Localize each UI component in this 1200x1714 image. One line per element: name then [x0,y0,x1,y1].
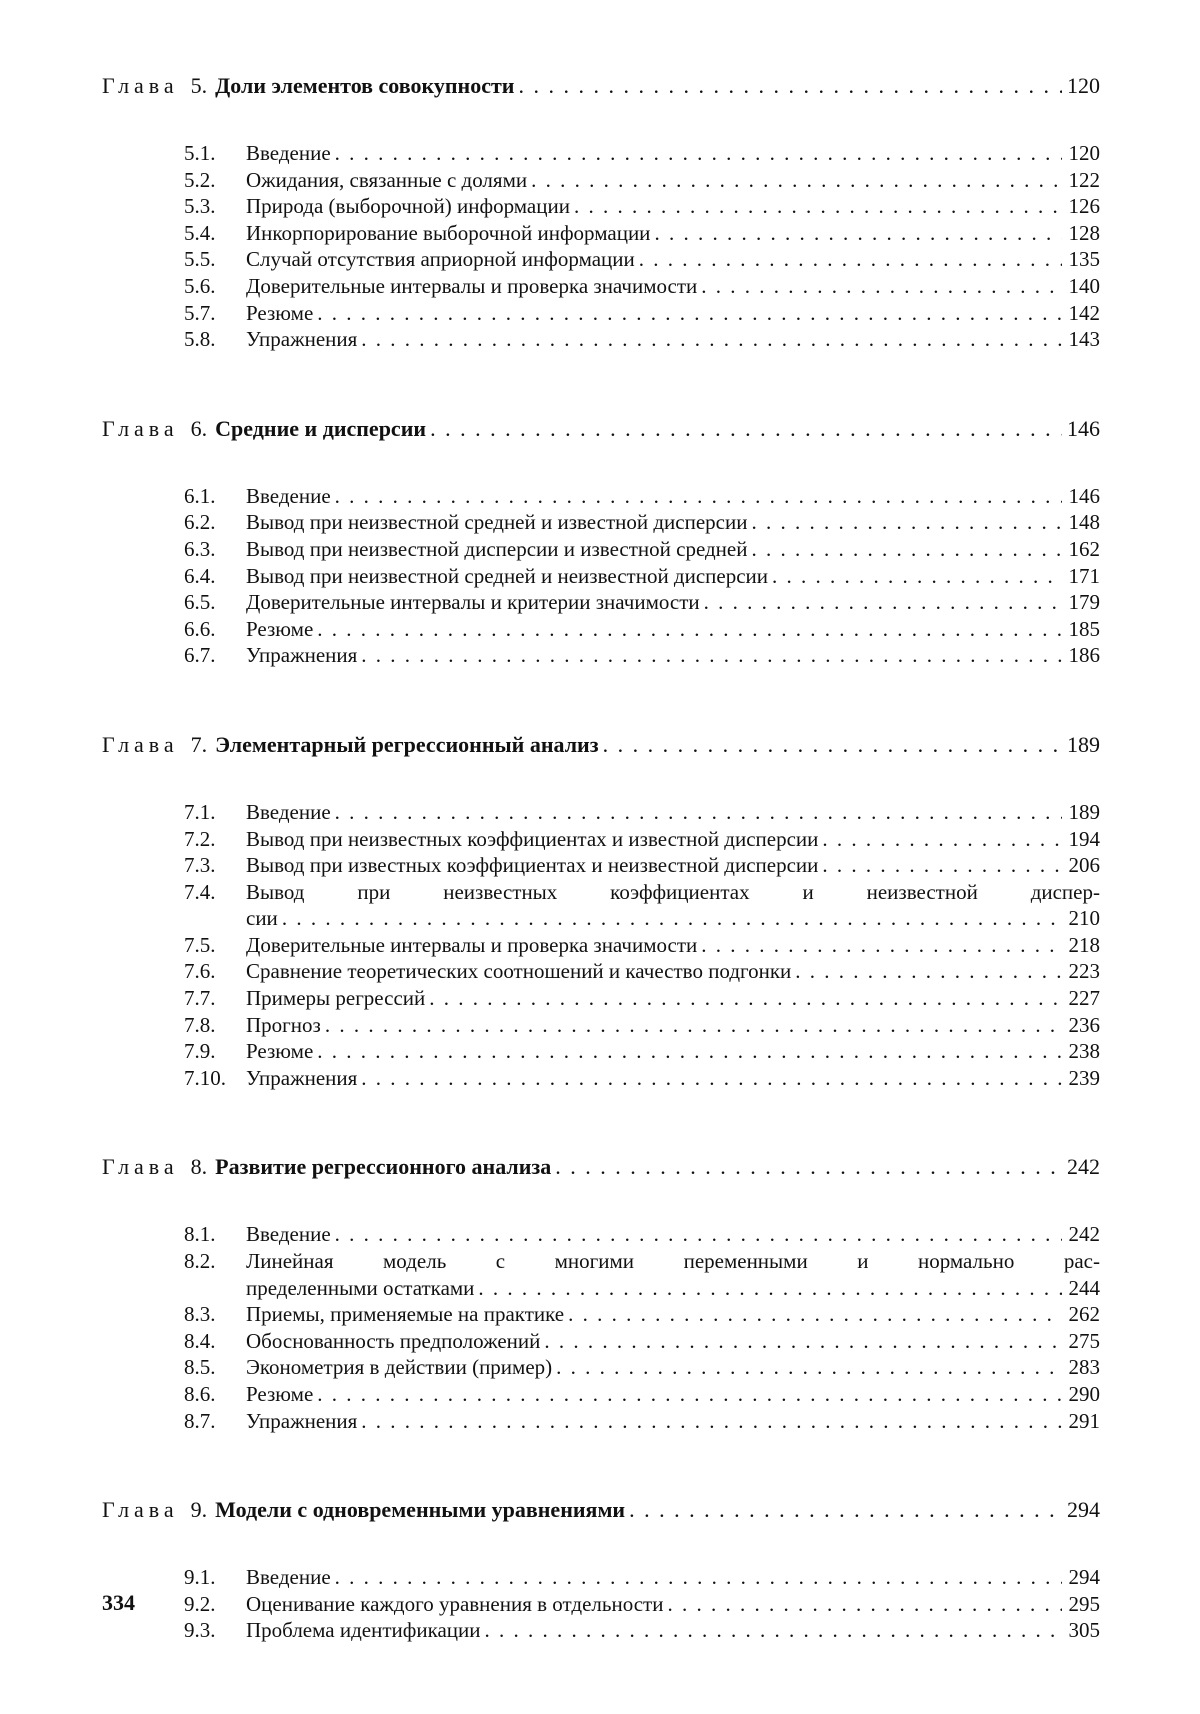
chapter-number: 5. [190,73,208,98]
section-title: Упражнения [246,1065,358,1090]
section-list [184,483,1100,669]
section-title: Случай отсутствия априорной информации [246,247,635,272]
chapter-heading[interactable] [102,72,1100,100]
section-number: 5.1. [184,141,216,165]
dot-leader [430,415,1062,443]
section-number: 7.5. [184,932,216,957]
chapter-gap [102,353,1100,415]
section-title: Обоснованность предположений [246,1328,541,1353]
dot-leader [518,72,1062,100]
section-number: 8.4. [184,1328,216,1353]
section-body [246,826,1100,853]
chapter-word: Глава [102,73,179,98]
dot-leader [574,193,1062,220]
chapter-heading[interactable] [102,415,1100,443]
section-number: 7.4. [184,879,216,904]
section-title: Природа (выборочной) информации [246,194,570,219]
dot-leader [544,1328,1062,1355]
section-page: 171 [1068,563,1100,588]
dot-leader [335,140,1062,167]
section-body [246,246,1100,273]
section-title: Инкорпорирование выборочной информации [246,220,651,245]
dot-leader [478,1275,1062,1302]
dot-leader [335,799,1062,826]
chapter-block [102,1496,1100,1644]
chapter-number: 9. [190,1497,208,1523]
section-title: Доверительные интервалы и критерии значимости [246,590,700,615]
section-title: Упражнения [246,643,358,668]
table-of-contents [102,72,1100,1644]
section-page: 128 [1068,220,1100,245]
section-number: 6.5. [184,590,216,615]
section-title: Эконометрия в действии (пример) [246,1355,553,1380]
section-title: Доверительные интервалы и проверка значимости [246,273,698,298]
section-entry[interactable] [184,1221,1100,1248]
section-entry[interactable] [184,167,1100,194]
section-body [246,1248,1100,1301]
chapter-gap [102,1434,1100,1496]
section-number: 7.6. [184,959,216,984]
section-number: 5.2. [184,167,216,192]
section-entry[interactable] [184,1564,1100,1591]
section-title: Введение [246,799,331,824]
section-title: Вывод при неизвестной средней и неизвестной дисперсии [246,563,769,588]
section-number: 6.3. [184,536,216,561]
section-title-continued-line [246,1275,1100,1302]
section-title: Резюме [246,1039,314,1064]
dot-leader [361,1408,1062,1435]
section-body [246,799,1100,826]
section-page: 179 [1068,590,1100,615]
section-number: 7.7. [184,986,216,1011]
chapter-block [102,731,1100,1092]
section-number: 7.9. [184,1039,216,1064]
section-title-continued: пределенными остатками [246,1275,475,1300]
dot-leader [822,826,1062,853]
section-page: 283 [1068,1355,1100,1380]
section-title: Сравнение теоретических соотношений и качество подгонки [246,959,792,984]
section-page: 186 [1068,643,1100,668]
section-number: 8.7. [184,1408,216,1433]
dot-leader [282,905,1062,932]
dot-leader [629,1496,1062,1524]
section-title-continued: сии [246,906,278,931]
section-body [246,300,1100,327]
section-page: 238 [1068,1039,1100,1064]
section-entry[interactable] [184,1591,1100,1618]
dot-leader [317,300,1062,327]
section-page: 122 [1068,167,1100,192]
section-body [246,1617,1100,1644]
section-number: 6.7. [184,643,216,668]
section-number: 6.4. [184,563,216,588]
section-page: 291 [1068,1408,1100,1433]
dot-leader [317,1038,1062,1065]
chapter-title: Развитие регрессионного анализа [215,1154,552,1180]
section-body [246,1065,1100,1092]
section-body [246,642,1100,669]
section-body [246,1328,1100,1355]
dot-leader [335,1221,1062,1248]
chapter-title: Модели с одновременными уравнениями [215,1497,626,1523]
section-body [246,563,1100,590]
section-entry[interactable] [184,1065,1100,1092]
section-entry[interactable] [184,589,1100,616]
section-entry[interactable] [184,300,1100,327]
section-title: Введение [246,1222,331,1247]
section-page: 162 [1068,536,1100,561]
section-title: Вывод при известных коэффициентах и неизвестной дисперсии [246,853,819,878]
chapter-title: Средние и дисперсии [215,415,427,441]
chapter-title: Доли элементов совокупности [215,73,515,98]
section-body [246,140,1100,167]
section-title: Приемы, применяемые на практике [246,1302,565,1327]
dot-leader [335,483,1062,510]
section-body [246,1301,1100,1328]
section-entry[interactable] [184,932,1100,959]
section-page: 218 [1068,932,1100,957]
section-entry[interactable] [184,1617,1100,1644]
chapter-heading[interactable] [102,1153,1100,1181]
section-entry[interactable] [184,826,1100,853]
section-entry[interactable] [184,642,1100,669]
section-body [246,326,1100,353]
section-page: 140 [1068,273,1100,298]
section-number: 8.1. [184,1222,216,1247]
section-number: 8.6. [184,1382,216,1406]
section-entry[interactable] [184,799,1100,826]
chapter-block [102,1153,1100,1434]
section-number: 8.2. [184,1249,216,1274]
section-title: Проблема идентификации [246,1618,481,1643]
section-page: 262 [1068,1302,1100,1327]
section-title: Оценивание каждого уравнения в отдельности [246,1591,664,1616]
section-body [246,1591,1100,1618]
section-entry[interactable] [184,1301,1100,1328]
section-title: Вывод при неизвестной дисперсии и известной средней [246,536,748,561]
section-page: 143 [1068,327,1100,352]
chapter-number: 6. [190,415,208,441]
section-body [246,852,1100,879]
section-number: 9.2. [184,1591,216,1616]
section-entry[interactable] [184,1248,1100,1301]
chapter-gap [102,669,1100,731]
section-entry[interactable] [184,985,1100,1012]
section-title: Введение [246,141,331,165]
section-page: 227 [1068,986,1100,1011]
chapter-title: Элементарный регрессионный анализ [215,731,599,757]
section-page: 236 [1068,1012,1100,1037]
section-title: Доверительные интервалы и проверка значимости [246,932,698,957]
section-body [246,1038,1100,1065]
section-page: 135 [1068,247,1100,272]
dot-leader [568,1301,1062,1328]
section-page: 120 [1068,141,1100,165]
section-number: 7.3. [184,853,216,878]
page-number: 334 [102,1590,135,1615]
section-body [246,932,1100,959]
dot-leader [361,642,1062,669]
chapter-page: 120 [1067,73,1100,98]
section-number: 8.5. [184,1355,216,1380]
section-entry[interactable] [184,958,1100,985]
section-number: 7.1. [184,799,216,824]
section-list [184,140,1100,353]
dot-leader [555,1153,1062,1181]
dot-leader [361,1065,1062,1092]
section-title: Линейная модель с многими переменными и нормально рас- [246,1249,1100,1274]
dot-leader [317,1381,1062,1408]
dot-leader [317,616,1062,643]
section-number: 7.10. [184,1065,226,1090]
section-list [184,1221,1100,1434]
section-page: 126 [1068,194,1100,219]
section-body [246,616,1100,643]
section-page: 206 [1068,853,1100,878]
dot-leader [701,273,1062,300]
section-title: Упражнения [246,327,358,352]
section-body [246,1012,1100,1039]
section-page: 185 [1068,616,1100,641]
section-title: Резюме [246,616,314,641]
section-page: 295 [1068,1591,1100,1616]
chapter-word: Глава [102,1154,179,1180]
section-entry[interactable] [184,1012,1100,1039]
dot-leader [795,958,1062,985]
section-body [246,273,1100,300]
dot-leader [361,326,1062,353]
section-entry[interactable] [184,220,1100,247]
chapter-page: 189 [1067,731,1100,757]
section-body [246,509,1100,536]
section-page: 210 [1068,906,1100,931]
section-number: 6.6. [184,616,216,641]
section-page: 142 [1068,300,1100,325]
chapter-page: 146 [1067,415,1100,441]
section-body [246,1221,1100,1248]
section-body [246,536,1100,563]
section-entry[interactable] [184,140,1100,167]
section-title: Вывод при неизвестных коэффициентах и известной дисперсии [246,826,819,851]
section-number: 6.1. [184,483,216,508]
section-entry[interactable] [184,852,1100,879]
section-list [184,1564,1100,1644]
section-entry[interactable] [184,1354,1100,1381]
dot-leader [654,220,1062,247]
section-title: Ожидания, связанные с долями [246,167,528,192]
section-entry[interactable] [184,326,1100,353]
section-number: 6.2. [184,510,216,535]
section-number: 5.5. [184,247,216,272]
section-page: 275 [1068,1328,1100,1353]
section-body [246,985,1100,1012]
section-page: 244 [1068,1275,1100,1300]
dot-leader [639,246,1062,273]
section-entry[interactable] [184,1408,1100,1435]
chapter-word: Глава [102,415,179,441]
section-page: 148 [1068,510,1100,535]
section-entry[interactable] [184,879,1100,932]
chapter-page: 242 [1067,1154,1100,1180]
section-body [246,958,1100,985]
section-entry[interactable] [184,273,1100,300]
section-number: 5.7. [184,300,216,325]
section-list [184,799,1100,1092]
chapter-block [102,72,1100,353]
chapter-number: 7. [190,731,208,757]
chapter-gap [102,1091,1100,1153]
dot-leader [701,932,1062,959]
section-title: Вывод при неизвестной средней и известной дисперсии [246,510,748,535]
section-body [246,589,1100,616]
section-title: Упражнения [246,1408,358,1433]
dot-leader [751,536,1062,563]
section-title-continued-line [246,905,1100,932]
section-body [246,1354,1100,1381]
chapter-page: 294 [1067,1497,1100,1523]
section-entry[interactable] [184,246,1100,273]
dot-leader [667,1591,1062,1618]
section-page: 239 [1068,1065,1100,1090]
dot-leader [335,1564,1062,1591]
section-page: 189 [1068,799,1100,824]
section-entry[interactable] [184,616,1100,643]
section-body [246,1564,1100,1591]
chapter-block [102,415,1100,669]
dot-leader [531,167,1062,194]
chapter-heading[interactable] [102,1496,1100,1524]
section-page: 294 [1068,1565,1100,1590]
dot-leader [429,985,1062,1012]
section-title: Введение [246,483,331,508]
section-entry[interactable] [184,193,1100,220]
section-title: Прогноз [246,1012,321,1037]
section-title: Введение [246,1565,331,1590]
section-body [246,167,1100,194]
section-number: 5.4. [184,220,216,245]
section-body [246,483,1100,510]
section-page: 242 [1068,1222,1100,1247]
dot-leader [556,1354,1062,1381]
section-page: 223 [1068,959,1100,984]
section-number: 5.3. [184,194,216,219]
section-number: 9.1. [184,1565,216,1590]
section-title: Вывод при неизвестных коэффициентах и неизвестной диспер- [246,879,1100,904]
chapter-word: Глава [102,731,179,757]
section-page: 290 [1068,1382,1100,1406]
section-entry[interactable] [184,1038,1100,1065]
section-number: 5.8. [184,327,216,352]
section-body [246,1381,1100,1408]
section-body [246,193,1100,220]
chapter-word: Глава [102,1497,179,1523]
section-entry[interactable] [184,563,1100,590]
section-body [246,220,1100,247]
dot-leader [822,852,1062,879]
dot-leader [751,509,1062,536]
dot-leader [603,731,1062,759]
section-number: 7.8. [184,1012,216,1037]
section-entry[interactable] [184,536,1100,563]
section-entry[interactable] [184,1381,1100,1408]
section-entry[interactable] [184,483,1100,510]
section-title: Резюме [246,1382,314,1406]
section-title: Резюме [246,300,314,325]
section-number: 9.3. [184,1618,216,1643]
section-title: Примеры регрессий [246,986,426,1011]
section-body [246,1408,1100,1435]
section-page: 194 [1068,826,1100,851]
section-page: 146 [1068,483,1100,508]
chapter-number: 8. [190,1154,208,1180]
section-entry[interactable] [184,1328,1100,1355]
dot-leader [704,589,1062,616]
chapter-heading[interactable] [102,731,1100,759]
section-entry[interactable] [184,509,1100,536]
section-number: 8.3. [184,1302,216,1327]
section-number: 5.6. [184,273,216,298]
dot-leader [485,1617,1062,1644]
section-number: 7.2. [184,826,216,851]
dot-leader [325,1012,1062,1039]
dot-leader [772,563,1062,590]
section-page: 305 [1068,1618,1100,1643]
section-body [246,879,1100,932]
